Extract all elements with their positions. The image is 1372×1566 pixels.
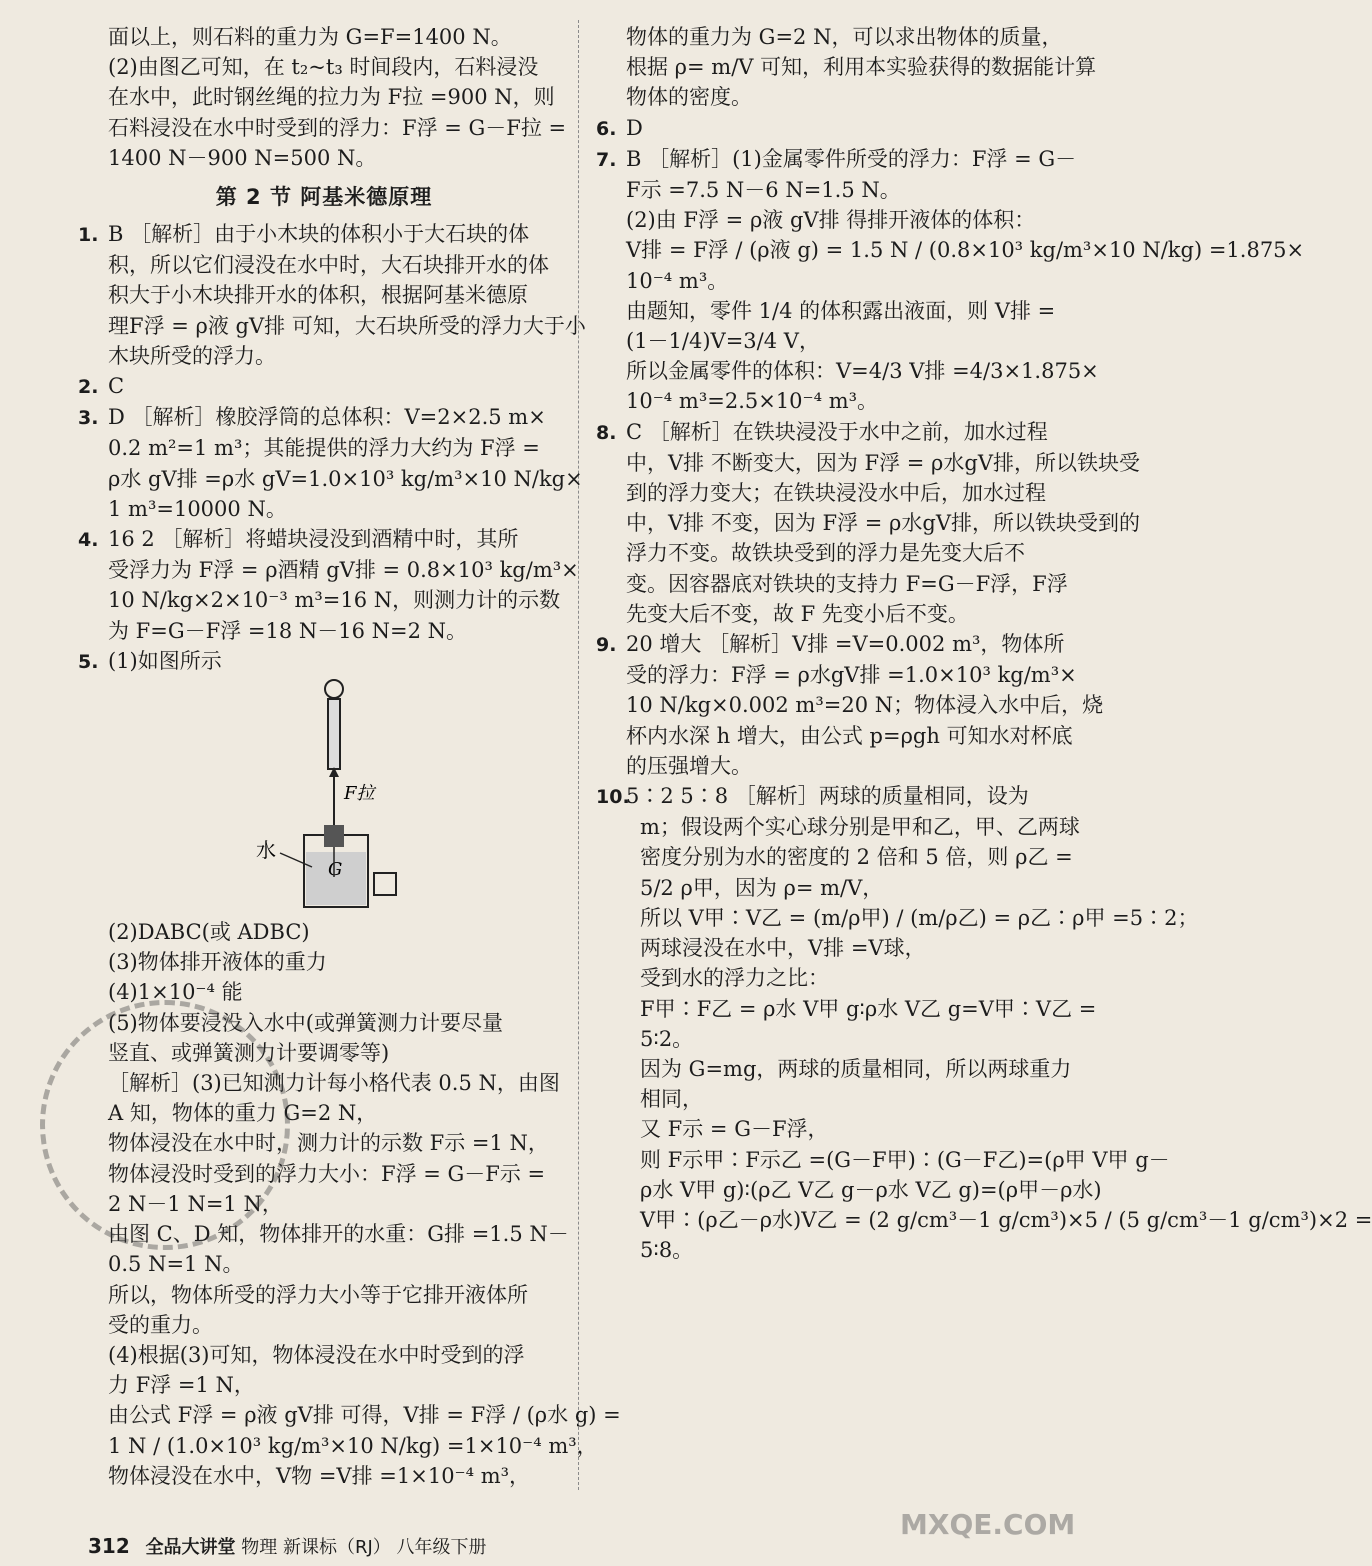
line-text: 中，V排 不变，因为 F浮 = ρ水gV排，所以铁块受到的 [626,511,1140,536]
line-text: 受到水的浮力之比： [640,966,829,991]
left-column [78,22,621,1491]
line-text: 相同， [640,1087,703,1112]
line-text: 浮力不变。故铁块受到的浮力是先变大后不 [626,541,1025,566]
line-text: 的压强增大。 [626,753,752,778]
text-line [78,1340,570,1370]
text-line [596,175,1080,205]
text-line [596,356,1099,386]
text-line [78,402,570,433]
line-text: 石料浸没在水中时受到的浮力：F浮 = G－F拉 = [108,115,567,140]
text-line [78,555,579,585]
line-text: D ［解析］橡胶浮筒的总体积：V=2×2.5 m× [108,405,546,430]
text-line [596,52,1097,82]
text-line [596,205,1080,235]
line-text: 10⁻⁴ m³=2.5×10⁻⁴ m³。 [626,389,879,414]
text-line [78,917,570,947]
line-text: 10 N/kg×2×10⁻³ m³=16 N，则测力计的示数 [108,588,561,613]
line-text: B ［解析］(1)金属零件所受的浮力：F浮 = G－ [626,146,1077,171]
text-line [596,1084,1080,1114]
line-text: D [626,115,643,140]
gravity-label: G [328,859,343,881]
text-line [596,690,1104,720]
text-line [596,448,1140,478]
line-text: 物体浸没在水中时，测力计的示数 F示 =1 N， [108,1131,549,1156]
line-text: 因为 G=mg，两球的质量相同，所以两球重力 [640,1056,1072,1081]
line-text: 在水中，此时钢丝绳的拉力为 F拉 =900 N，则 [108,85,555,110]
line-text: 1 N / (1.0×10³ kg/m³×10 N/kg) =1×10⁻⁴ m³， [108,1433,598,1458]
line-text: m；假设两个实心球分别是甲和乙，甲、乙两球 [640,815,1080,840]
text-line [78,250,570,280]
line-text: 5/2 ρ甲，因为 ρ= m/V， [640,875,884,900]
text-line [596,417,1080,448]
line-text: C ［解析］在铁块浸没于水中之前，加水过程 [626,419,1048,444]
line-text: 积，所以它们浸没在水中时，大石块排开水的体 [108,253,549,278]
question-number: 1. [78,224,99,247]
line-text: 受的浮力：F浮 = ρ水gV排 =1.0×10³ kg/m³× [626,663,1077,688]
line-text: C [108,374,125,399]
line-text: (2)由图乙可知，在 t₂~t₃ 时间段内，石料浸没 [108,55,539,80]
line-text: (2)DABC(或 ADBC) [108,920,310,945]
line-text: 竖直、或弹簧测力计要调零等) [108,1040,390,1065]
line-text: 1 m³=10000 N。 [108,496,287,521]
text-line [596,812,1080,842]
line-text: (1－1/4)V=3/4 V， [626,329,820,354]
text-line [596,538,1080,568]
text-line [78,1280,570,1310]
line-text: 0.2 m²=1 m³；其能提供的浮力大约为 F浮 = [108,436,540,461]
line-text: 5∶8。 [640,1238,694,1263]
question-number: 5. [78,650,99,673]
text-line [78,1370,570,1400]
line-text: 积大于小木块排开水的体积，根据阿基米德原 [108,283,528,308]
book-brand: 全品大讲堂 [145,1537,236,1558]
text-line [596,113,1080,144]
text-line [78,1431,598,1461]
text-line [78,1461,570,1491]
line-text: 物体的密度。 [626,85,752,110]
text-line [78,219,570,250]
text-line [596,842,1080,872]
line-text: 变。因容器底对铁块的支持力 F=G－F浮，F浮 [626,571,1068,596]
text-line [78,311,586,341]
question-number: 2. [78,376,99,399]
text-line [596,1145,1170,1175]
line-text: 木块所受的浮力。 [108,343,276,368]
question-number: 3. [78,407,99,430]
text-line [78,341,570,371]
left-block-b [78,219,586,677]
text-line [78,22,570,52]
book-subject: 物理 [241,1537,278,1558]
text-line [596,266,1080,296]
text-line [596,1114,1080,1144]
line-text: 由公式 F浮 = ρ液 gV排 可得，V排 = F浮 / (ρ水 g) = [108,1403,621,1428]
text-line [596,386,1080,416]
line-text: A 知，物体的重力 G=2 N， [108,1101,378,1126]
text-line [78,646,570,677]
right-block [596,22,1372,1265]
text-line [78,464,583,494]
left-block-a [78,22,570,173]
text-line [596,873,1080,903]
line-text: (5)物体要浸没入水中(或弹簧测力计要尽量 [108,1010,503,1035]
line-text: 由图 C、D 知，物体排开的水重：G排 =1.5 N－ [108,1222,569,1247]
text-line [596,1054,1080,1084]
water-label: 水 [256,838,276,863]
line-text: 由题知，零件 1/4 的体积露出液面，则 V排 = [626,298,1056,323]
text-line [78,1249,570,1279]
question-number: 10. [596,786,630,809]
line-text: 中，V排 不断变大，因为 F浮 = ρ水gV排，所以铁块受 [626,450,1140,475]
line-text: F示 =7.5 N－6 N=1.5 N。 [626,178,901,203]
text-line [78,524,570,555]
text-line [596,751,1080,781]
line-text: (3)物体排开液体的重力 [108,950,327,975]
line-text: 理F浮 = ρ液 gV排 可知，大石块所受的浮力大于小 [108,313,586,338]
question-number: 6. [596,117,617,140]
line-text: 10⁻⁴ m³。 [626,268,729,293]
text-line [78,433,570,463]
line-text: 10 N/kg×0.002 m³=20 N；物体浸入水中后，烧 [626,693,1104,718]
text-line [596,933,1080,963]
text-line [78,616,570,646]
text-line [78,280,570,310]
book-edition: 新课标（RJ） [282,1537,391,1558]
section-heading: 第 2 节 阿基米德原理 [215,185,433,210]
text-line [78,371,570,402]
line-text: 物体浸没在水中，V物 =V排 =1×10⁻⁴ m³， [108,1463,531,1488]
book-grade: 八年级下册 [396,1537,487,1558]
text-line [78,1310,570,1340]
line-text: 0.5 N=1 N。 [108,1252,244,1277]
text-line [78,947,570,977]
line-text: 5∶2。 [640,1026,694,1051]
text-line [596,326,1080,356]
line-text: 杯内水深 h 增大，由公式 p=ρgh 可知水对杯底 [626,723,1073,748]
text-line [596,721,1080,751]
line-text: 先变大后不变，故 F 先变小后不变。 [626,601,969,626]
text-line [78,1400,621,1430]
text-line [78,52,570,82]
line-text: ρ水 gV排 =ρ水 gV=1.0×10³ kg/m³×10 N/kg× [108,466,583,491]
line-text: V甲∶(ρ乙－ρ水)V乙 = (2 g/cm³－1 g/cm³)×5 / (5 g/cm³－1 g/cm³)×2 = [640,1207,1372,1232]
line-text: 受浮力为 F浮 = ρ酒精 gV排 = 0.8×10³ kg/m³× [108,558,579,583]
text-line [596,82,1080,112]
text-line [596,1024,1080,1054]
text-line [596,144,1080,175]
line-text: 到的浮力变大；在铁块浸没水中后，加水过程 [626,481,1046,506]
line-text: F甲∶F乙 = ρ水 V甲 g∶ρ水 V乙 g=V甲∶V乙 = [640,996,1097,1021]
text-line [596,1205,1372,1235]
text-line [78,143,570,173]
line-text: 物体浸没时受到的浮力大小：F浮 = G－F示 = [108,1161,546,1186]
line-text: 面以上，则石料的重力为 G=F=1400 N。 [108,25,512,49]
text-line [78,113,570,143]
experiment-diagram [248,677,570,917]
text-line [596,629,1080,660]
line-text: 受的重力。 [108,1312,213,1337]
line-text: 两球浸没在水中，V排 =V球， [640,936,926,961]
text-line [596,22,1080,52]
line-text: 2 N－1 N=1 N， [108,1191,283,1216]
stamp-watermark [40,1000,290,1250]
line-text: ρ水 V甲 g)∶(ρ乙 V乙 g－ρ水 V乙 g)=(ρ甲－ρ水) [640,1177,1102,1202]
text-line [596,296,1080,326]
line-text: 1400 N－900 N=500 N。 [108,145,377,170]
question-number: 8. [596,421,617,444]
line-text: (1)如图所示 [108,648,222,673]
line-text: 力 F浮 =1 N， [108,1373,255,1398]
line-text: (2)由 F浮 = ρ液 gV排 得排开液体的体积： [626,208,1036,233]
line-text: 根据 ρ= m/V 可知，利用本实验获得的数据能计算 [626,55,1097,80]
text-line [596,569,1080,599]
line-text: 所以金属零件的体积：V=4/3 V排 =4/3×1.875× [626,359,1099,384]
text-line [596,1175,1102,1205]
line-text: 则 F示甲∶F示乙 =(G－F甲)∶(G－F乙)=(ρ甲 V甲 g－ [640,1147,1170,1172]
site-watermark: MXQE.COM [900,1508,1076,1541]
text-line [596,660,1080,690]
text-line [596,781,1080,812]
line-text: ［解析］(3)已知测力计每小格代表 0.5 N，由图 [108,1071,560,1096]
line-text: 又 F示 = G－F浮， [640,1117,829,1142]
line-text: (4)1×10⁻⁴ 能 [108,980,243,1005]
page-number: 312 [88,1534,130,1558]
column-divider [578,20,579,1490]
text-line [78,494,570,524]
line-text: 密度分别为水的密度的 2 倍和 5 倍，则 ρ乙 = [640,845,1073,870]
text-line [78,585,570,615]
text-line [596,963,1080,993]
text-line [596,478,1080,508]
text-line [596,235,1305,265]
force-label: F拉 [344,783,375,805]
text-line [596,903,1199,933]
text-line [596,1235,1080,1265]
text-line [78,82,570,112]
text-line [596,508,1140,538]
question-number: 7. [596,148,617,171]
page-footer [88,1533,487,1559]
line-text: B ［解析］由于小木块的体积小于大石块的体 [108,222,530,247]
text-line [596,599,1080,629]
line-text: 物体的重力为 G=2 N，可以求出物体的质量， [626,25,1063,49]
line-text: V排 = F浮 / (ρ液 g) = 1.5 N / (0.8×10³ kg/m³×10 N/kg) =1.875× [626,238,1305,263]
spring-scale-beaker-figure [248,677,428,917]
line-text: 为 F=G－F浮 =18 N－16 N=2 N。 [108,618,468,643]
question-number: 9. [596,634,617,657]
line-text: 16 2 ［解析］将蜡块浸没到酒精中时，其所 [108,527,519,552]
line-text: 所以，物体所受的浮力大小等于它排开液体所 [108,1282,528,1307]
text-line [596,994,1097,1024]
line-text: 所以 V甲∶V乙 = (m/ρ甲) / (m/ρ乙) = ρ乙∶ρ甲 =5∶2； [640,905,1199,930]
question-number: 4. [78,529,99,552]
line-text: 20 增大 ［解析］V排 =V=0.002 m³，物体所 [626,632,1065,657]
right-column [596,22,1372,1265]
line-text: 5∶2 5∶8 ［解析］两球的质量相同，设为 [626,784,1029,809]
line-text: (4)根据(3)可知，物体浸没在水中时受到的浮 [108,1342,525,1367]
